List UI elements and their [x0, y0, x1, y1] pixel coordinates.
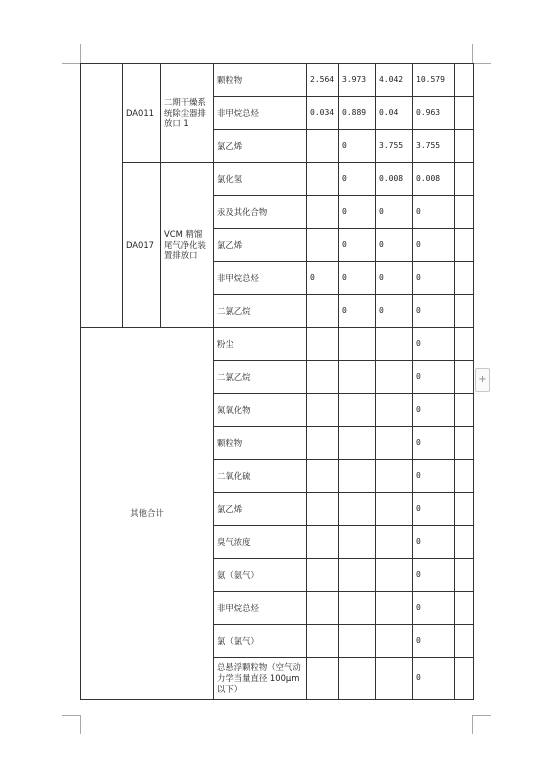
value-cell [307, 295, 339, 328]
pollutant-cell: 氯（氯气） [214, 625, 307, 658]
crop-mark-top-left-h [62, 63, 80, 64]
emission-table [80, 63, 474, 700]
value-cell: 0.963 [413, 97, 455, 130]
value-cell [307, 328, 339, 361]
outlet-code: DA017 [123, 163, 161, 328]
value-cell: 0 [413, 559, 455, 592]
value-cell [339, 460, 376, 493]
blank-cell [455, 163, 474, 196]
value-cell [307, 526, 339, 559]
table-row [81, 163, 474, 196]
blank-cell [455, 658, 474, 700]
blank-cell [455, 262, 474, 295]
value-cell [339, 625, 376, 658]
value-cell [307, 163, 339, 196]
value-cell: 0.889 [339, 97, 376, 130]
blank-cell [455, 97, 474, 130]
value-cell: 0 [413, 196, 455, 229]
value-cell: 3.973 [339, 64, 376, 97]
pollutant-cell: 非甲烷总烃 [214, 262, 307, 295]
value-cell [339, 493, 376, 526]
value-cell [307, 625, 339, 658]
value-cell: 3.755 [376, 130, 413, 163]
pollutant-cell: 氯乙烯 [214, 229, 307, 262]
crop-mark-bottom-left-h [62, 715, 80, 716]
blank-cell [455, 526, 474, 559]
value-cell: 0.034 [307, 97, 339, 130]
plus-icon: + [478, 374, 487, 385]
value-cell: 0 [339, 295, 376, 328]
blank-cell [455, 625, 474, 658]
value-cell [339, 328, 376, 361]
value-cell [376, 526, 413, 559]
value-cell: 0 [413, 394, 455, 427]
value-cell [307, 229, 339, 262]
pollutant-cell: 非甲烷总烃 [214, 592, 307, 625]
value-cell: 0 [413, 295, 455, 328]
value-cell: 0.008 [376, 163, 413, 196]
pollutant-cell: 氯乙烯 [214, 493, 307, 526]
blank-cell [455, 394, 474, 427]
pollutant-cell: 臭气浓度 [214, 526, 307, 559]
blank-cell [455, 460, 474, 493]
value-cell: 0 [339, 196, 376, 229]
blank-cell [455, 295, 474, 328]
blank-cell [455, 64, 474, 97]
value-cell [307, 361, 339, 394]
pollutant-cell: 总悬浮颗粒物（空气动力学当量直径 100μm 以下） [214, 658, 307, 700]
value-cell: 0 [413, 493, 455, 526]
value-cell [376, 361, 413, 394]
blank-cell [455, 559, 474, 592]
value-cell: 2.564 [307, 64, 339, 97]
table-row [81, 64, 474, 97]
value-cell: 0 [307, 262, 339, 295]
table-row [81, 328, 474, 361]
crop-mark-bottom-right-h [473, 715, 491, 716]
value-cell: 0 [339, 262, 376, 295]
value-cell: 0 [413, 262, 455, 295]
value-cell: 0.04 [376, 97, 413, 130]
crop-mark-top-left [80, 44, 81, 63]
blank-cell [81, 64, 123, 328]
blank-cell [455, 328, 474, 361]
value-cell [376, 592, 413, 625]
blank-cell [455, 130, 474, 163]
value-cell [307, 394, 339, 427]
value-cell [339, 427, 376, 460]
value-cell [376, 427, 413, 460]
value-cell: 10.579 [413, 64, 455, 97]
value-cell [307, 658, 339, 700]
value-cell: 0 [413, 229, 455, 262]
blank-cell [455, 229, 474, 262]
value-cell: 0 [339, 163, 376, 196]
blank-cell [455, 196, 474, 229]
value-cell [307, 196, 339, 229]
value-cell [339, 526, 376, 559]
value-cell: 0 [413, 460, 455, 493]
pollutant-cell: 汞及其化合物 [214, 196, 307, 229]
value-cell: 0 [413, 625, 455, 658]
outlet-name: 二期干燥系统除尘器排放口 1 [161, 64, 214, 163]
pollutant-cell: 粉尘 [214, 328, 307, 361]
value-cell: 0 [413, 658, 455, 700]
value-cell: 0 [376, 196, 413, 229]
crop-mark-bottom-right [472, 715, 473, 734]
blank-cell [455, 361, 474, 394]
pollutant-cell: 氯化氢 [214, 163, 307, 196]
blank-cell [455, 592, 474, 625]
pollutant-cell: 颗粒物 [214, 427, 307, 460]
value-cell [339, 394, 376, 427]
value-cell [307, 427, 339, 460]
pollutant-cell: 颗粒物 [214, 64, 307, 97]
value-cell: 3.755 [413, 130, 455, 163]
crop-mark-bottom-left [80, 715, 81, 734]
value-cell [339, 658, 376, 700]
value-cell: 0 [339, 229, 376, 262]
value-cell: 4.042 [376, 64, 413, 97]
value-cell: 0 [413, 361, 455, 394]
value-cell [376, 559, 413, 592]
other-total-label: 其他合计 [81, 328, 214, 700]
add-button[interactable] [475, 368, 490, 392]
value-cell [307, 592, 339, 625]
pollutant-cell: 非甲烷总烃 [214, 97, 307, 130]
value-cell: 0 [376, 295, 413, 328]
value-cell [339, 361, 376, 394]
value-cell [376, 328, 413, 361]
value-cell [376, 493, 413, 526]
value-cell [339, 559, 376, 592]
value-cell [339, 592, 376, 625]
pollutant-cell: 二氯乙烷 [214, 295, 307, 328]
value-cell [307, 130, 339, 163]
pollutant-cell: 二氯乙烷 [214, 361, 307, 394]
pollutant-cell: 二氧化硫 [214, 460, 307, 493]
pollutant-cell: 氯乙烯 [214, 130, 307, 163]
value-cell [307, 559, 339, 592]
value-cell: 0.008 [413, 163, 455, 196]
value-cell: 0 [339, 130, 376, 163]
crop-mark-top-right [472, 44, 473, 63]
blank-cell [455, 493, 474, 526]
value-cell: 0 [413, 427, 455, 460]
emission-table-body [81, 64, 474, 700]
crop-mark-top-right-h [473, 63, 491, 64]
value-cell [376, 460, 413, 493]
value-cell: 0 [376, 229, 413, 262]
blank-cell [455, 427, 474, 460]
value-cell [307, 493, 339, 526]
pollutant-cell: 氨（氨气） [214, 559, 307, 592]
value-cell: 0 [413, 328, 455, 361]
value-cell [376, 658, 413, 700]
value-cell: 0 [413, 592, 455, 625]
value-cell [307, 460, 339, 493]
value-cell [376, 394, 413, 427]
value-cell: 0 [413, 526, 455, 559]
value-cell [376, 625, 413, 658]
outlet-name: VCM 精馏尾气净化装置排放口 [161, 163, 214, 328]
outlet-code: DA011 [123, 64, 161, 163]
pollutant-cell: 氮氧化物 [214, 394, 307, 427]
value-cell: 0 [376, 262, 413, 295]
